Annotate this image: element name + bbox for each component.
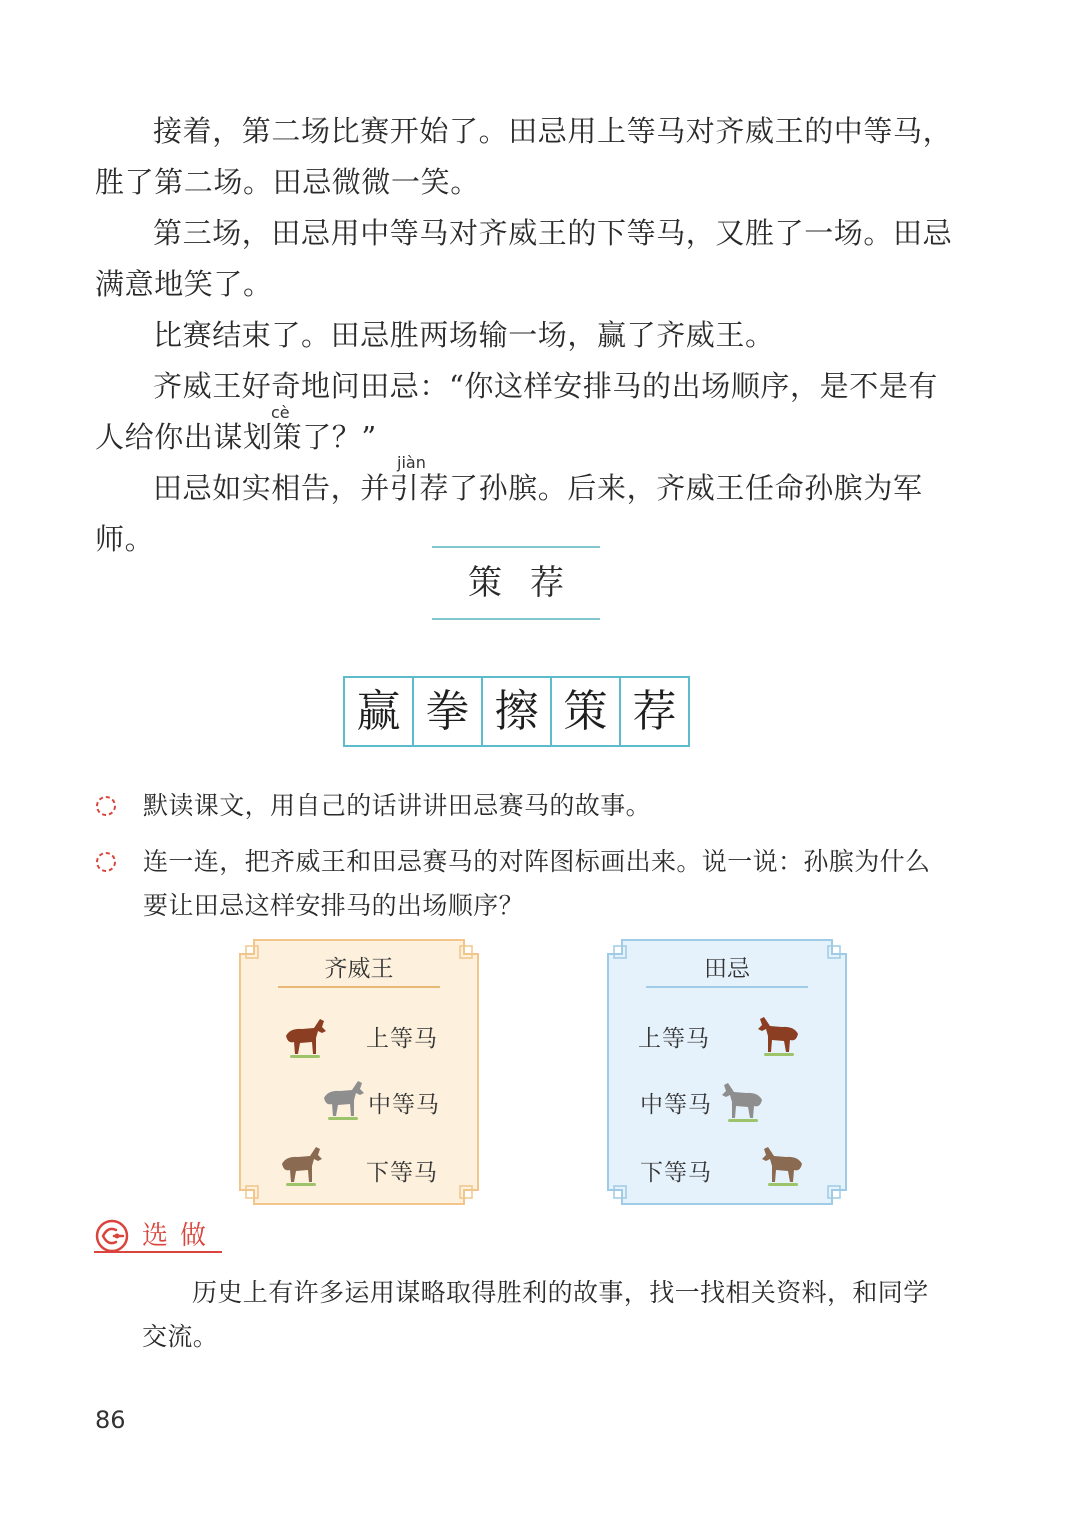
tianji-horses-panel [604, 936, 850, 1208]
horse-label: 下等马 [366, 1160, 438, 1186]
horse-label: 上等马 [366, 1026, 438, 1052]
panel-title: 田忌 [704, 956, 750, 982]
panel-divider [278, 986, 440, 988]
middle-horse-icon [718, 1078, 768, 1124]
panel-title: 齐威王 [324, 956, 394, 982]
middle-horse-icon [318, 1076, 368, 1122]
paragraph-3: 比赛结束了。田忌胜两场输一场，赢了齐威王。 [153, 318, 775, 352]
question-text: 默读课文，用自己的话讲讲田忌赛马的故事。 [143, 791, 652, 820]
page-number: 86 [95, 1406, 126, 1434]
horse-label: 上等马 [638, 1026, 710, 1052]
optional-task-label: 选做 [142, 1221, 219, 1251]
paragraph-4: 齐威王好奇地问田忌：“你这样安排马的出场顺序，是不是有人给你出谋划策了？” [95, 369, 939, 454]
write-char: 荐 [619, 676, 690, 747]
write-char: 拳 [412, 676, 483, 747]
king-horses-panel [236, 936, 482, 1208]
pinyin-jian: jiàn [397, 453, 426, 472]
write-char: 擦 [481, 676, 552, 747]
optional-task-heading [94, 1218, 224, 1258]
paragraph-5: 田忌如实相告，并引荐了孙膑。后来，齐威王任命孙膑为军师。 [95, 471, 923, 556]
horse-label: 下等马 [640, 1160, 712, 1186]
top-horse-icon [754, 1012, 804, 1058]
vocab-char: 荐 [530, 563, 578, 603]
vocab-char: 策 [468, 563, 516, 603]
optional-task-underline [94, 1251, 222, 1253]
optional-task-text: 历史上有许多运用谋略取得胜利的故事，找一找相关资料，和同学交流。 [142, 1278, 929, 1351]
top-horse-icon [280, 1014, 330, 1060]
write-char: 赢 [343, 676, 414, 747]
horse-label: 中等马 [368, 1092, 440, 1118]
question-1 [95, 784, 943, 828]
paragraph-1: 接着，第二场比赛开始了。田忌用上等马对齐威王的中等马，胜了第二场。田忌微微一笑。 [95, 114, 953, 199]
panel-divider [646, 986, 808, 988]
write-char: 策 [550, 676, 621, 747]
write-char-row [343, 676, 690, 747]
optional-task-icon [94, 1218, 130, 1254]
bottom-horse-icon [758, 1142, 808, 1188]
paragraph-2: 第三场，田忌用中等马对齐威王的下等马，又胜了一场。田忌满意地笑了。 [95, 216, 953, 301]
dashed-circle-icon [95, 851, 117, 873]
pinyin-ce: cè [271, 403, 290, 422]
bottom-horse-icon [276, 1142, 326, 1188]
horse-label: 中等马 [640, 1092, 712, 1118]
question-2 [95, 840, 943, 928]
question-text: 连一连，把齐威王和田忌赛马的对阵图标画出来。说一说：孙膑为什么要让田忌这样安排马的出场顺序？ [143, 847, 931, 920]
dashed-circle-icon [95, 795, 117, 817]
vocab-title [432, 546, 600, 620]
